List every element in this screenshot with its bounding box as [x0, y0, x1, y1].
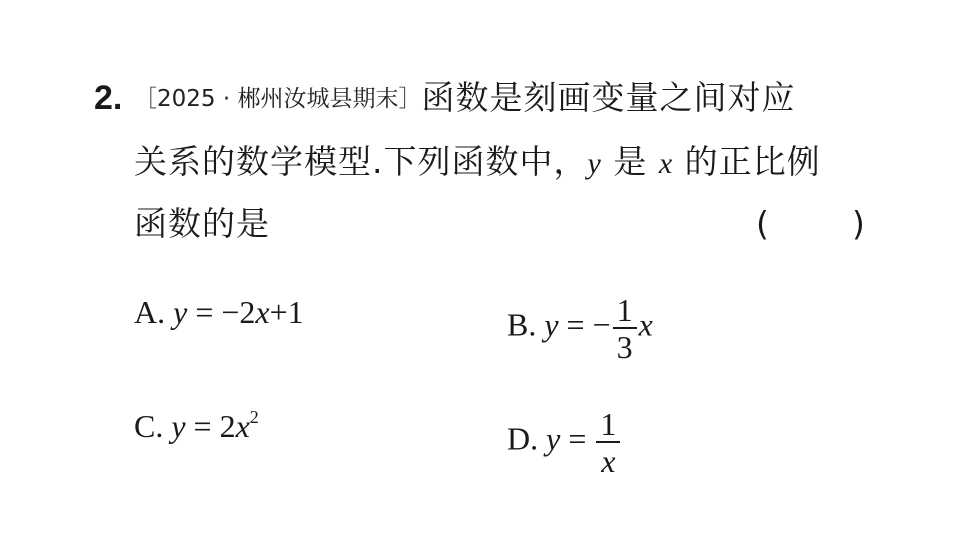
- question-text-3: 函数的是: [134, 204, 270, 243]
- option-a-x: x: [255, 294, 270, 330]
- option-d-fraction: [596, 407, 620, 479]
- option-a-eq: = −2: [187, 294, 256, 330]
- option-b[interactable]: [507, 292, 653, 364]
- var-y: y: [587, 147, 602, 180]
- option-a-lhs: y: [173, 294, 188, 330]
- option-d-numerator: 1: [600, 406, 617, 442]
- option-c-eq: = 2: [185, 408, 236, 444]
- option-d-denominator: x: [601, 443, 616, 479]
- option-b-denominator: 3: [616, 329, 633, 365]
- option-c-label: C.: [134, 408, 164, 444]
- option-b-eq: = −: [558, 306, 611, 343]
- option-c-exponent: 2: [249, 407, 259, 427]
- answer-paren-right: ): [852, 204, 865, 243]
- answer-blank[interactable]: [756, 204, 865, 244]
- option-c-lhs: y: [171, 408, 186, 444]
- option-a[interactable]: [134, 292, 304, 332]
- question-number: 2.: [94, 79, 123, 117]
- option-d-label: D.: [507, 420, 539, 457]
- question-text-2c: 的正比例: [673, 142, 821, 181]
- option-c[interactable]: [134, 406, 259, 446]
- option-b-numerator: 1: [616, 292, 633, 328]
- option-d-lhs: y: [546, 420, 561, 457]
- var-x: x: [658, 147, 674, 180]
- option-d[interactable]: [507, 406, 622, 478]
- question-line-2: [134, 142, 821, 184]
- question-line-1: [134, 78, 795, 119]
- question-source: ［2025 · 郴州汝城县期末］: [134, 86, 422, 112]
- answer-paren-left: (: [756, 204, 769, 243]
- question-line-3: [134, 204, 270, 244]
- question-text-2b: 是: [601, 142, 659, 181]
- question-text-1: 函数是刻画变量之间对应: [421, 78, 796, 117]
- option-b-label: B.: [507, 306, 537, 343]
- option-b-fraction: [613, 293, 637, 365]
- option-d-eq: =: [560, 420, 595, 457]
- option-b-x: x: [638, 306, 653, 343]
- question-text-2a: 关系的数学模型.下列函数中，: [134, 142, 588, 181]
- option-c-x: x: [235, 408, 250, 444]
- option-b-lhs: y: [544, 306, 559, 343]
- option-a-label: A.: [134, 294, 166, 330]
- option-a-rest: +1: [269, 294, 304, 330]
